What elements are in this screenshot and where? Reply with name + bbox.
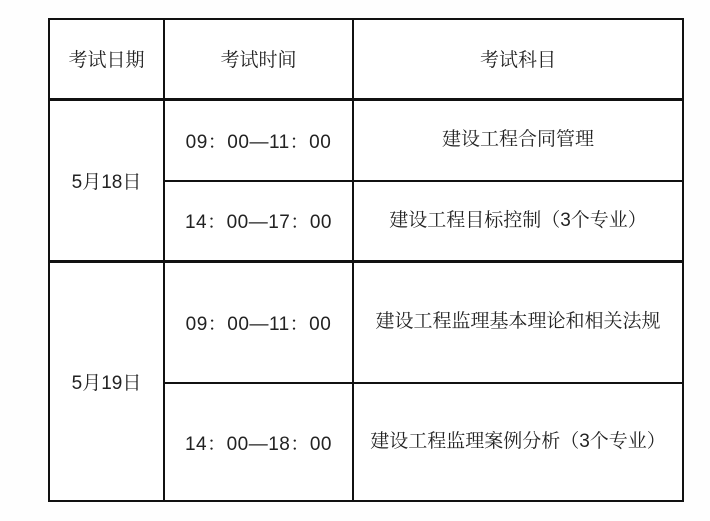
subject-cell: 建设工程监理基本理论和相关法规 [353, 261, 683, 383]
subject-cell: 建设工程目标控制（3个专业） [353, 181, 683, 261]
table-row [49, 261, 683, 383]
subject-cell: 建设工程合同管理 [353, 99, 683, 181]
date-cell-may18: 5月18日 [49, 99, 164, 261]
date-cell-may19: 5月19日 [49, 261, 164, 501]
header-cell-exam-subject: 考试科目 [353, 19, 683, 99]
header-cell-exam-date: 考试日期 [49, 19, 164, 99]
time-cell: 14：00—18：00 [164, 383, 353, 501]
time-cell: 09：00—11：00 [164, 261, 353, 383]
table-row [49, 99, 683, 181]
exam-schedule-table [48, 18, 684, 502]
header-cell-exam-time: 考试时间 [164, 19, 353, 99]
subject-cell: 建设工程监理案例分析（3个专业） [353, 383, 683, 501]
time-cell: 09：00—11：00 [164, 99, 353, 181]
time-cell: 14：00—17：00 [164, 181, 353, 261]
table-header-row [49, 19, 683, 99]
